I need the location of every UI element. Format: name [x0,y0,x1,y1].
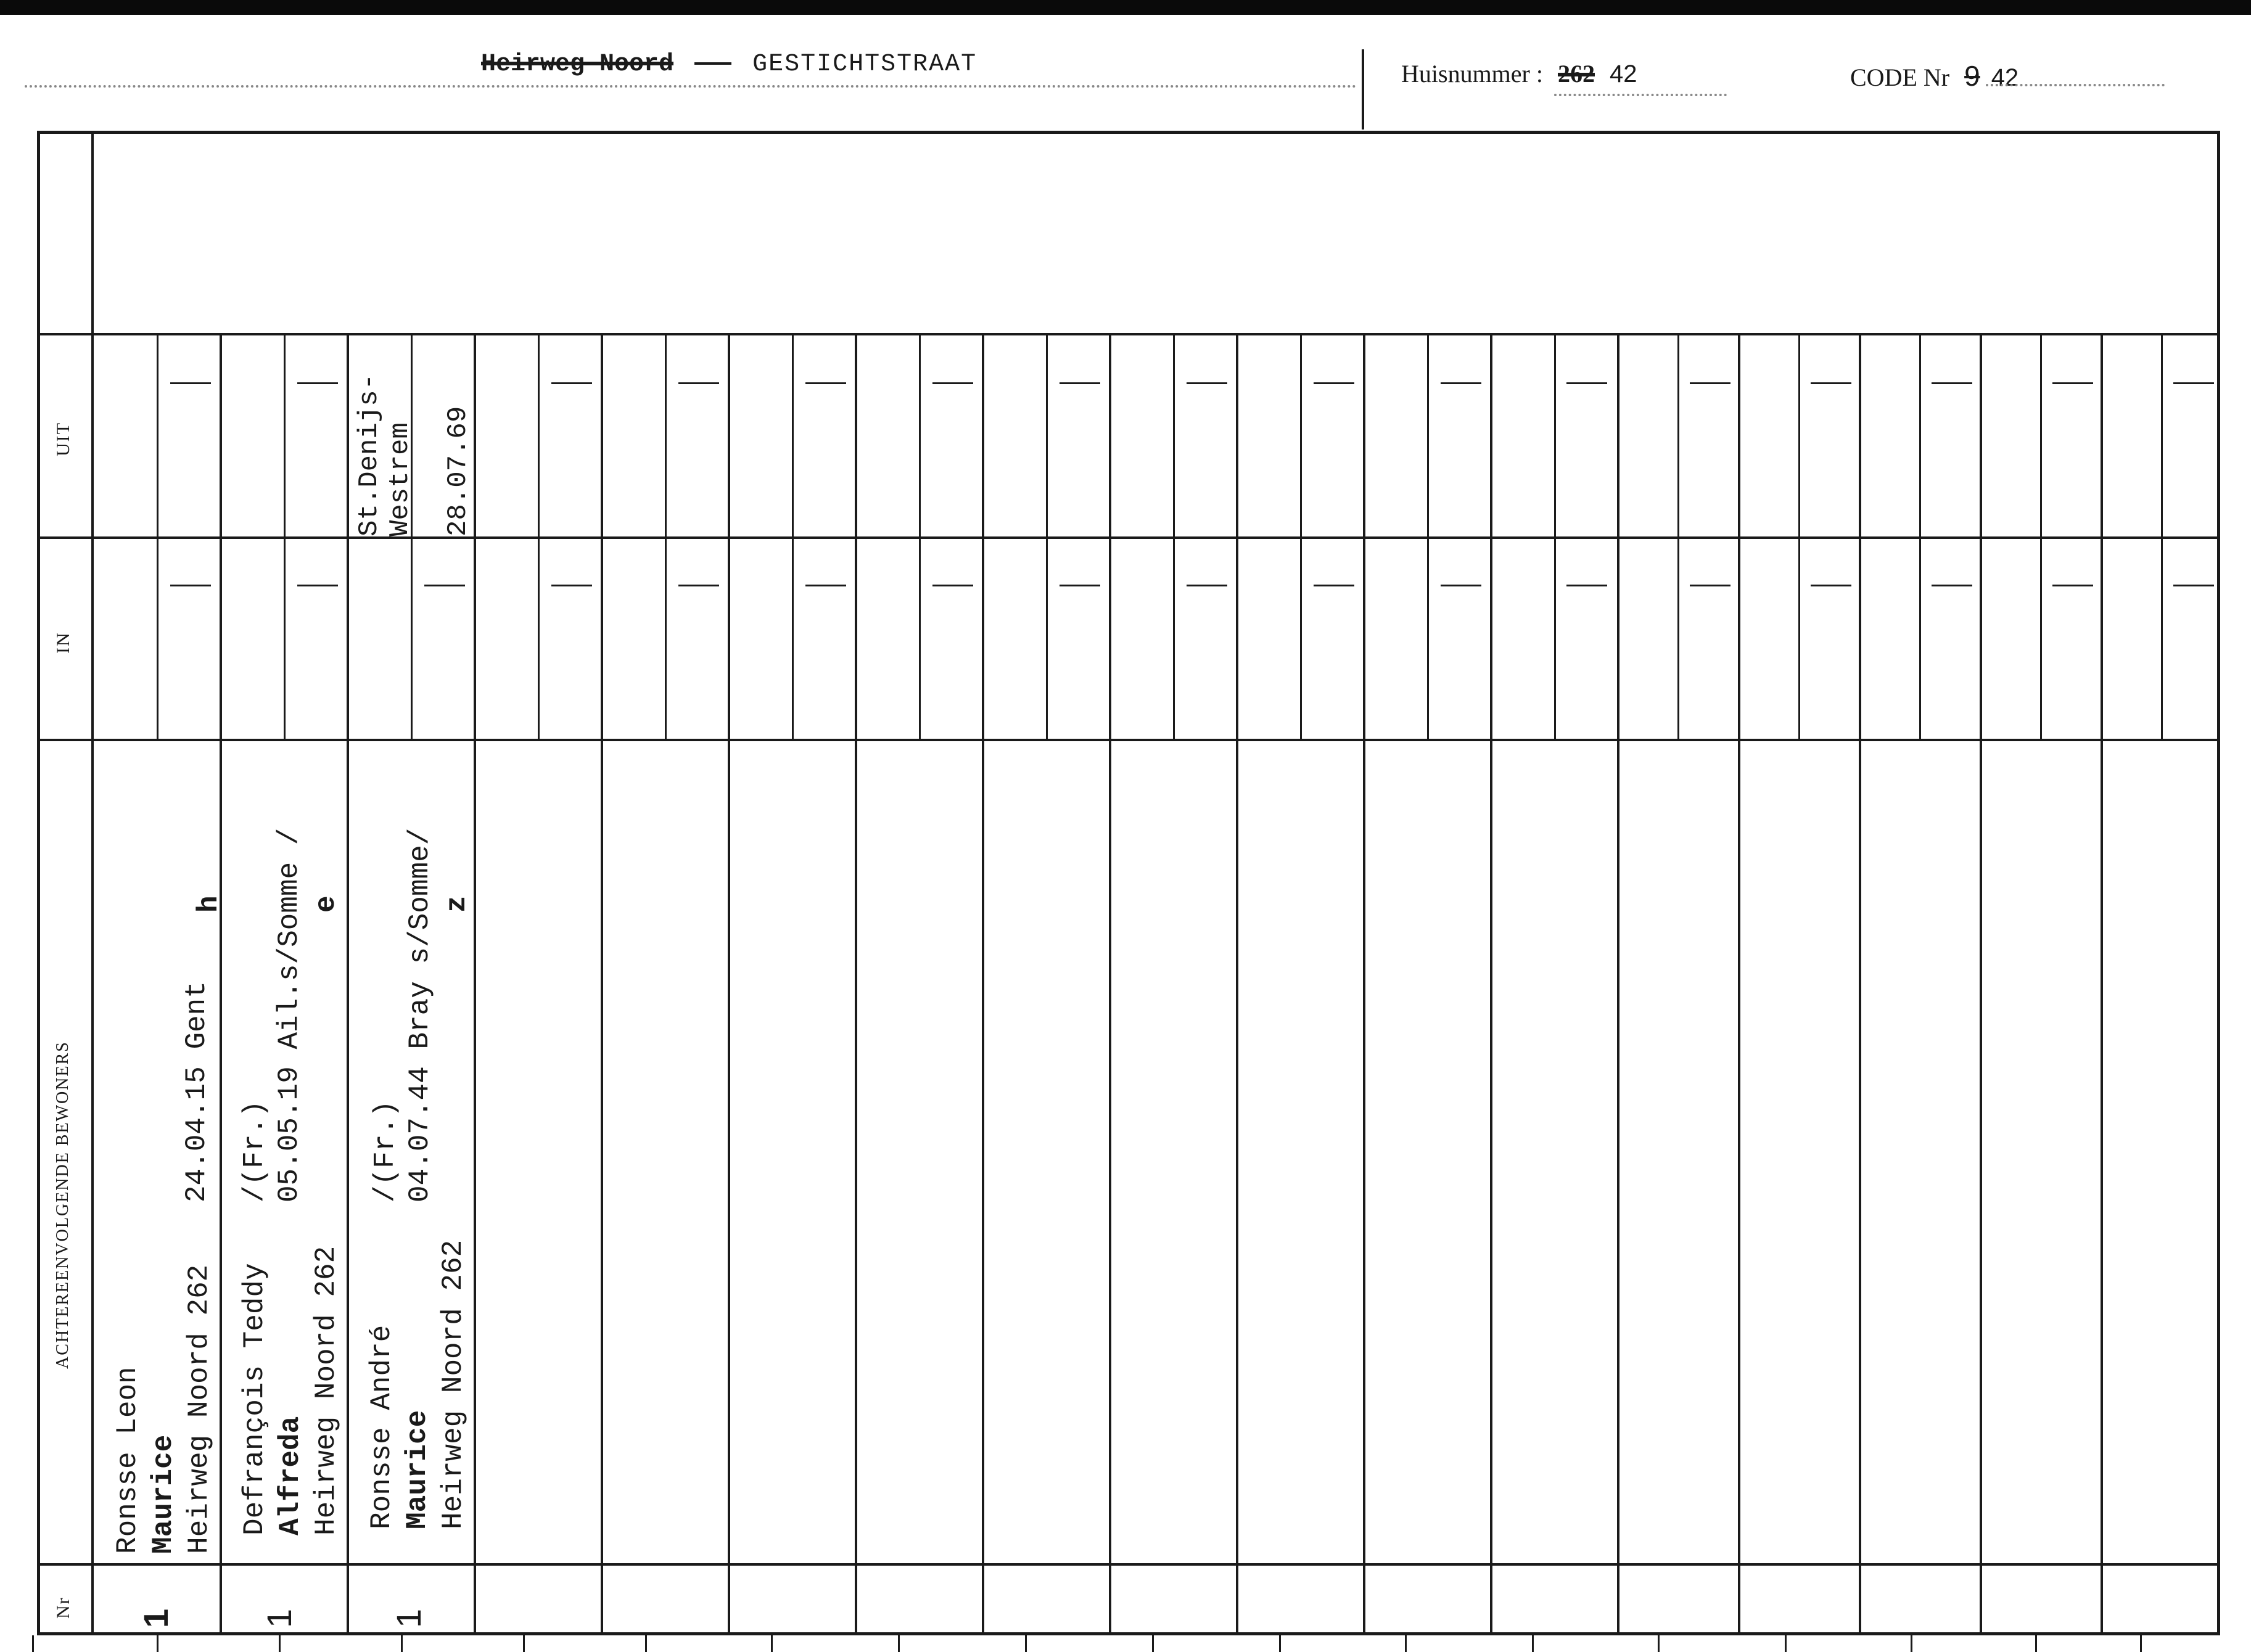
street-dotline [25,85,1357,88]
resident-name [364,1240,471,1529]
dash-mark [1060,382,1100,384]
dash-mark [1441,585,1481,586]
dash-mark [805,382,846,384]
column-line [1738,333,1740,1635]
dash-mark [1811,382,1851,384]
dash-mark [1932,382,1972,384]
tick-mark [1025,1635,1027,1652]
dash-mark [1690,585,1730,586]
dash-mark [170,382,211,384]
tick-mark [645,1635,647,1652]
dash-mark [932,382,973,384]
header [0,37,2251,129]
dash-mark [1566,585,1607,586]
label-nr: Nr [53,1597,73,1619]
label-in: IN [53,631,73,654]
resident-uit-date: 28.07.69 [443,406,474,536]
tick-mark [279,1635,281,1652]
scan-edge [0,0,2251,15]
dash-mark [1441,382,1481,384]
tick-mark [898,1635,900,1652]
dash-mark [1187,382,1227,384]
dash-mark [1566,382,1607,384]
dash-mark [551,585,592,586]
sub-column-line [1554,333,1556,739]
divider-uit-in [37,536,2220,539]
sub-column-line [919,333,921,739]
sub-column-line [665,333,667,739]
resident-birth: 05.05.19 Ail.s/Somme / [273,828,305,1202]
label-column-divider [91,131,94,1635]
divider-bewoners-nr [37,1563,2220,1566]
dash-mark [2052,382,2093,384]
resident-line: Maurice [147,1434,179,1554]
dash-mark [297,382,338,384]
dash-mark [1811,585,1851,586]
street-old: Heirweg Noord [481,51,674,78]
column-line [220,333,222,1635]
code-label: CODE Nr [1850,64,1950,91]
label-bewoners: ACHTEREENVOLGENDE BEWONERS [53,1041,72,1369]
tick-mark [1658,1635,1660,1652]
tick-mark [771,1635,773,1652]
tick-mark [1785,1635,1787,1652]
sub-column-line [1300,333,1302,739]
dash-mark [1060,585,1100,586]
sub-column-line [1046,333,1048,739]
dash-mark [932,585,973,586]
code-number [1850,59,2018,92]
tick-mark [1279,1635,1281,1652]
resident-line: Heirweg Noord 262 [437,1239,469,1529]
resident-name [237,1246,344,1535]
tick-mark [1405,1635,1407,1652]
sub-column-line [1919,333,1921,739]
code-dotline [1986,84,2165,86]
resident-mark: e [310,895,342,913]
header-divider [1362,49,1364,129]
divider-top-uit [37,333,2220,335]
resident-mark: h [193,895,225,913]
tick-mark [157,1635,158,1652]
column-line [2101,333,2103,1635]
sub-column-line [1677,333,1679,739]
dash-mark [2173,585,2214,586]
sub-column-line [2040,333,2042,739]
dash-mark [1187,585,1227,586]
tick-mark [401,1635,403,1652]
resident-line: Ronsse Leon [112,1366,144,1554]
resident-name [110,1265,217,1554]
resident-nr: 1 [389,1608,428,1628]
column-line [1617,333,1619,1635]
label-uit: UIT [53,422,73,456]
dash-mark [2052,585,2093,586]
dash-mark [805,585,846,586]
dash-mark [1932,585,1972,586]
resident-line: Defrançois Teddy [239,1263,271,1535]
resident-birth: 24.04.15 Gent [181,981,213,1202]
sub-column-line [2161,333,2163,739]
resident-nationality: /(Fr.) [369,1100,401,1202]
resident-birth: 04.07.44 Bray s/Somme/ [404,828,436,1202]
dash-mark [678,585,719,586]
column-line [1859,333,1861,1635]
column-line [1363,333,1365,1635]
dash-mark [424,585,465,586]
tick-mark [32,1635,34,1652]
dash-mark [1690,382,1730,384]
resident-mark: z [441,895,473,913]
house-dotline [1554,94,1727,96]
tick-mark [1532,1635,1534,1652]
tick-mark [2035,1635,2037,1652]
sub-column-line [1798,333,1800,739]
column-line [347,333,349,1635]
dash-mark [297,585,338,586]
tick-mark [1911,1635,1912,1652]
tick-mark [523,1635,525,1652]
sub-column-line [284,333,286,739]
house-old: 262 [1557,60,1595,88]
tick-mark [2140,1635,2142,1652]
code-old: 9 [1964,60,1980,92]
sub-column-line [792,333,794,739]
house-new: 42 [1609,60,1637,88]
street-new: GESTICHTSTRAAT [752,51,977,78]
resident-line: Heirweg Noord 262 [310,1246,342,1535]
resident-line: Ronsse André [366,1325,398,1529]
resident-uit-place: St.Denijs- Westrem [354,373,416,536]
sub-column-line [1173,333,1175,739]
street-label [481,51,977,78]
resident-nationality: /(Fr.) [239,1100,271,1202]
column-line [1109,333,1111,1635]
dash-mark [551,382,592,384]
column-line [1490,333,1492,1635]
tick-mark [1152,1635,1154,1652]
code-new: 42 [1991,64,2019,91]
column-line [1980,333,1982,1635]
house-label: Huisnummer : [1401,60,1543,88]
column-line [855,333,857,1635]
column-line [982,333,984,1635]
dash-mark [1314,585,1354,586]
column-line [601,333,603,1635]
resident-line: Alfreda [274,1416,307,1535]
column-line [1236,333,1238,1635]
house-number [1401,59,1637,88]
dash-mark [678,382,719,384]
sub-column-line [157,333,158,739]
divider-in-bewoners [37,739,2220,741]
dash-mark [170,585,211,586]
sub-column-line [538,333,540,739]
dash-mark [1314,382,1354,384]
resident-nr: 1 [260,1608,298,1628]
resident-line: Heirweg Noord 262 [183,1264,215,1554]
sub-column-line [1427,333,1429,739]
resident-nr: 1 [136,1608,175,1628]
resident-line: Maurice [401,1410,434,1529]
dash-mark [2173,382,2214,384]
column-line [728,333,730,1635]
